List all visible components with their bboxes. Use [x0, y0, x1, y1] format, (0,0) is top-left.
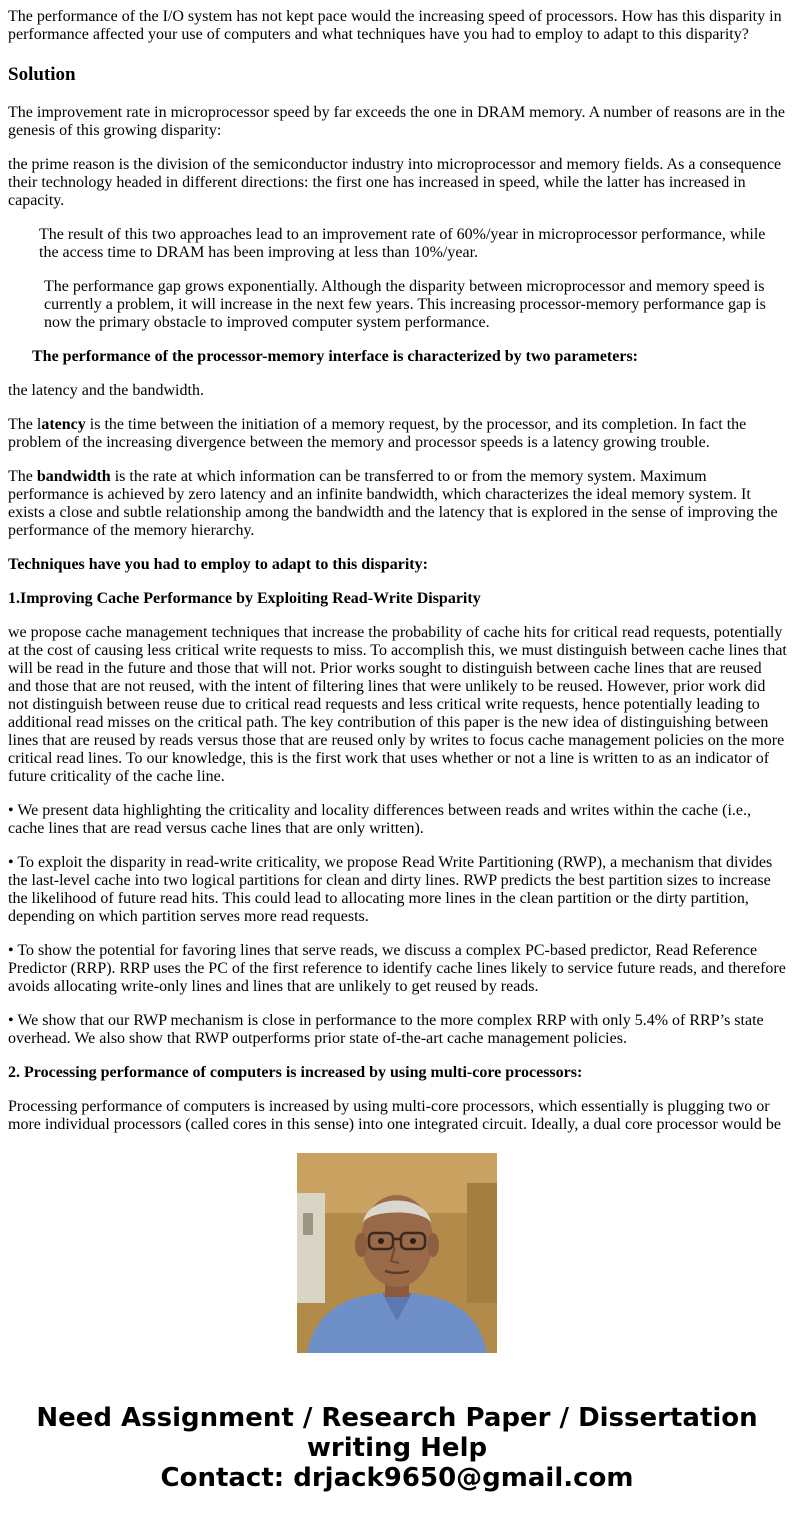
- intro-paragraph: The improvement rate in microprocessor speed by far exceeds the one in DRAM memory. A number of reasons are in the genesis of this growing disparity:: [8, 104, 785, 139]
- latency-term: atency: [41, 416, 86, 433]
- technique1-paragraph: we propose cache management techniques that increase the probability of cache hits for critical read requests, potentially at the cost of causing less critical write requests to miss. To accomplish this, we must distinguish between cache lines that will be read in the future and those that will not. Prior works sought to distinguish between cache lines that are reused and those that are not reused, with the intent of filtering lines that were unlikely to be reused. However, prior work did not distinguish between reuse due to critical read requests and less critical write requests, hence potentially leading to additional read misses on the critical path. The key contribution of this paper is the new idea of distinguishing between lines that are reused by reads versus those that are reused only by writes to focus cache management policies on the more critical read lines. To our knowledge, this is the first work that uses whether or not a line is written to as an indicator of future criticality of the cache line.: [8, 624, 787, 785]
- prime-reason-paragraph: the prime reason is the division of the semiconductor industry into microprocessor and memory fields. As a consequence their technology headed in different directions: the first one has increased in speed, while the latter has increased in capacity.: [8, 156, 782, 209]
- bandwidth-definition: is the rate at which information can be transferred to or from the memory system. Maximum performance is achieved by zero latency and an infinite bandwidth, which characterizes the ideal memory system. It exists a close and subtle relationship among the bandwidth and the latency that is explored in the sense of improving the performance of the memory hierarchy.: [8, 468, 778, 539]
- bandwidth-term: bandwidth: [36, 468, 111, 485]
- latency-paragraph: [8, 416, 787, 452]
- bandwidth-paragraph: [8, 468, 787, 540]
- question-text: The performance of the I/O system has not kept pace would the increasing speed of processors. How has this disparity in performance affected your use of computers and what techniques have you had to employ to adapt to this disparity?: [8, 8, 782, 43]
- banner-line-2: writing Help: [306, 1433, 488, 1463]
- banner-line-1: Need Assignment / Research Paper / Dissertation: [36, 1403, 758, 1433]
- author-portrait-photo: [297, 1153, 497, 1353]
- bullet-item: • We present data highlighting the criticality and locality differences between reads and writes within the cache (i.e., cache lines that are read versus cache lines that are only written).: [8, 802, 752, 837]
- banner-contact-line: Contact: drjack9650@gmail.com: [160, 1463, 634, 1493]
- latency-prefix: The l: [8, 416, 42, 433]
- article-body: [8, 8, 787, 1133]
- result-paragraph: The result of this two approaches lead to an improvement rate of 60%/year in microprocessor performance, while the access time to DRAM has been improving at less than 10%/year.: [39, 226, 766, 261]
- interface-bold-text: The performance of the processor-memory interface is characterized by two parameters:: [32, 348, 639, 365]
- latency-definition: is the time between the initiation of a memory request, by the processor, and its completion. In fact the problem of the increasing divergence between the memory and processor speeds is a latency growing trouble.: [8, 416, 747, 451]
- technique2-heading: [8, 1064, 787, 1082]
- bullet-item: • We show that our RWP mechanism is close in performance to the more complex RRP with only 5.4% of RRP’s state overhead. We also show that RWP outperforms prior state of-the-art cache management policies.: [8, 1012, 764, 1047]
- bullet-item: • To show the potential for favoring lines that serve reads, we discuss a complex PC-based predictor, Read Reference Predictor (RRP). RRP uses the PC of the first reference to identify cache lines likely to service future reads, and therefore avoids allocating write-only lines and lines that are unlikely to get reused by reads.: [8, 942, 786, 995]
- technique1-heading-text: 1.Improving Cache Performance by Exploiting Read-Write Disparity: [8, 590, 481, 607]
- techniques-heading-text: Techniques have you had to employ to adapt to this disparity:: [8, 556, 428, 573]
- solution-heading: Solution: [8, 64, 76, 85]
- bullet-item: • To exploit the disparity in read-write criticality, we propose Read Write Partitioning (RWP), a mechanism that divides the last-level cache into two logical partitions for clean and dirty lines. RWP predicts the best partition sizes to increase the likelihood of future read hits. This could lead to allocating more lines in the clean partition or the dirty partition, depending on which partition serves more read requests.: [8, 854, 773, 925]
- contact-banner: [0, 1403, 794, 1493]
- technique2-paragraph: Processing performance of computers is increased by using multi-core processors, which essentially is plugging two or more individual processors (called cores in this sense) into one integrated circuit. Ideally, a dual core processor would be: [8, 1098, 781, 1133]
- technique1-heading: [8, 590, 787, 608]
- interface-paragraph: [8, 348, 787, 366]
- bandwidth-prefix: The: [8, 468, 37, 485]
- techniques-heading: [8, 556, 787, 574]
- gap-paragraph: The performance gap grows exponentially. Although the disparity between microprocessor and memory speed is currently a problem, it will increase in the next few years. This increasing processor-memory performance gap is now the primary obstacle to improved computer system performance.: [44, 278, 766, 331]
- portrait-illustration: [297, 1153, 497, 1353]
- parameters-paragraph: the latency and the bandwidth.: [8, 382, 204, 399]
- technique2-heading-text: 2. Processing performance of computers is increased by using multi-core processors:: [8, 1064, 583, 1081]
